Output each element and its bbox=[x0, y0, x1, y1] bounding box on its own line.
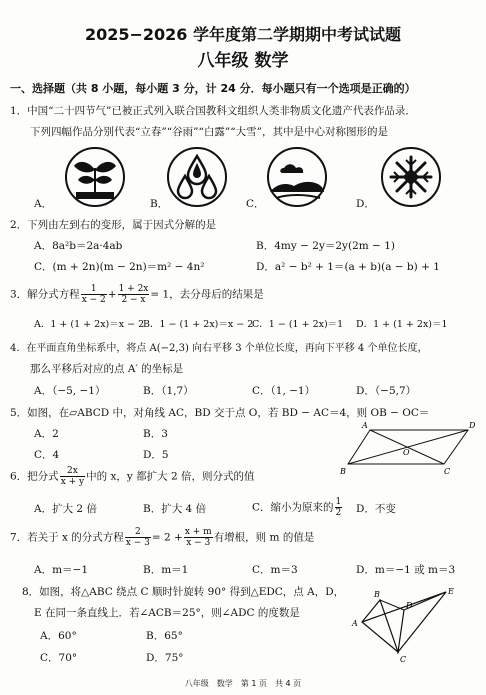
q6-option-a: A．扩大 2 倍 bbox=[34, 503, 97, 515]
q5-label-c: C bbox=[444, 467, 451, 476]
section-heading: 一、选择题（共 8 小题，每小题 3 分，计 24 分．每小题只有一个选项是正确的） bbox=[10, 82, 416, 95]
q5-option-c: C．4 bbox=[34, 449, 60, 461]
guyu-raindrops-icon bbox=[166, 146, 228, 208]
q7-option-d: D．m＝−1 或 m＝3 bbox=[356, 564, 456, 576]
q6-option-c-text: C．缩小为原来的 bbox=[252, 501, 334, 514]
lichun-sprout-icon bbox=[64, 146, 126, 208]
q8-option-b: B．65° bbox=[146, 630, 183, 642]
q5-label-o: O bbox=[403, 448, 410, 457]
q5-stem: 5．如图，在▱ABCD 中，对角线 AC，BD 交于点 O，若 BD − AC＝4，则 OB − OC＝ bbox=[10, 407, 430, 419]
q8-label-e: E bbox=[448, 587, 454, 596]
q6-stem-pre: 6．把分式 bbox=[10, 470, 59, 483]
q7-stem-post: 有增根，则 m 的值是 bbox=[213, 531, 315, 544]
q1-stem-line2: 下列四幅作品分别代表“立春”“谷雨”“白露”“大雪”，其中是中心对称图形的是 bbox=[30, 126, 388, 138]
q8-label-b: B bbox=[374, 590, 380, 599]
q8-stem-line1: 8．如图，将△ABC 绕点 C 顺时针旋转 90° 得到△EDC，点 A，D， bbox=[22, 586, 345, 598]
q8-rotation-figure bbox=[348, 584, 468, 666]
q1-option-a: A． bbox=[34, 198, 53, 210]
q5-label-b: B bbox=[340, 467, 346, 476]
q1-option-c: C． bbox=[246, 198, 265, 210]
q8-stem-line2: E 在同一条直线上．若∠ACB＝25°，则∠ADC 的度数是 bbox=[34, 607, 300, 619]
q7-option-c: C．m＝3 bbox=[252, 564, 298, 576]
q6-option-c-fraction: $\frac{1}{2}$ bbox=[335, 497, 342, 518]
q3-stem bbox=[10, 284, 264, 305]
q6-stem-post: 中的 x，y 都扩大 2 倍，则分式的值 bbox=[86, 470, 255, 483]
q4-option-c: C．（1, −1） bbox=[252, 385, 316, 397]
bailu-dew-icon bbox=[266, 146, 328, 208]
q4-stem-line2: 那么平移后对应的点 A′ 的坐标是 bbox=[30, 363, 184, 375]
q7-option-a: A．m＝−1 bbox=[34, 564, 89, 576]
q5-label-a: A bbox=[362, 421, 368, 430]
q5-label-d: D bbox=[469, 421, 476, 430]
exam-subtitle: 八年级 数学 bbox=[197, 51, 289, 71]
q6-stem bbox=[10, 466, 255, 487]
q1-option-d: D． bbox=[356, 198, 375, 210]
q5-parallelogram-figure bbox=[340, 418, 480, 478]
q2-option-a: A．8a²b＝2a·4ab bbox=[34, 240, 123, 252]
q2-stem: 2．下列由左到右的变形，属于因式分解的是 bbox=[10, 219, 217, 231]
exam-title: 2025−2026 学年度第二学期期中考试试题 bbox=[84, 25, 402, 44]
q7-stem-mid: = 2 + bbox=[151, 531, 183, 544]
q6-option-c bbox=[252, 497, 343, 518]
q1-option-b: B． bbox=[150, 198, 169, 210]
q4-option-b: B．（1,7） bbox=[143, 385, 194, 397]
q3-stem-pre: 3．解分式方程 bbox=[10, 288, 80, 301]
q5-option-a: A．2 bbox=[34, 428, 59, 440]
q3-fraction-1: $\frac{1}{x - 2}$ bbox=[81, 284, 106, 305]
q8-label-d: D bbox=[406, 601, 413, 610]
q3-option-d: D．1 + (1 + 2x)＝1 bbox=[356, 319, 448, 330]
q5-option-b: B．3 bbox=[143, 428, 168, 440]
q7-stem-pre: 7．若关于 x 的分式方程 bbox=[10, 531, 124, 544]
q2-option-c: C．(m + 2n)(m − 2n)＝m² − 4n² bbox=[34, 261, 205, 273]
daxue-snowflake-icon bbox=[380, 146, 442, 208]
q6-option-d: D．不变 bbox=[356, 503, 396, 515]
q4-option-a: A．（−5, −1） bbox=[34, 385, 106, 397]
q6-fraction: $\frac{2x}{x + y}$ bbox=[60, 466, 85, 487]
q7-stem bbox=[10, 527, 314, 548]
q1-stem-line1: 1．中国“二十四节气”已被正式列入联合国教科文组织人类非物质文化遗产代表作品录． bbox=[10, 105, 416, 117]
q4-option-d: D．（−5,7） bbox=[356, 385, 417, 397]
q7-option-b: B．m＝1 bbox=[143, 564, 189, 576]
q3-option-b: B．1 − (1 + 2x)＝x − 2 bbox=[143, 319, 254, 330]
page-footer: 八年级 数学 第 1 页 共 4 页 bbox=[184, 679, 302, 688]
q3-fraction-2: $\frac{1 + 2x}{2 - x}$ bbox=[118, 284, 149, 305]
q3-option-a: A．1 + (1 + 2x)＝x − 2 bbox=[34, 319, 145, 330]
q8-option-c: C．70° bbox=[40, 652, 78, 664]
q8-option-d: D．75° bbox=[146, 652, 184, 664]
q7-fraction-2: $\frac{x + m}{x - 3}$ bbox=[184, 527, 212, 548]
q2-option-d: D．a² − b² + 1＝(a + b)(a − b) + 1 bbox=[256, 261, 440, 273]
q3-option-c: C．1 − (1 + 2x)＝1 bbox=[252, 319, 344, 330]
q3-plus: + bbox=[107, 288, 117, 301]
q7-fraction-1: $\frac{2}{x - 3}$ bbox=[125, 527, 150, 548]
q8-label-c: C bbox=[400, 655, 407, 664]
q5-option-d: D．5 bbox=[143, 449, 169, 461]
q3-stem-post: = 1，去分母后的结果是 bbox=[150, 288, 264, 301]
q8-label-a: A bbox=[352, 619, 358, 628]
q4-stem-line1: 4．在平面直角坐标系中，将点 A(−2,3) 向右平移 3 个单位长度，再向下平移 4 个单位长度， bbox=[10, 343, 428, 354]
q2-option-b: B．4my − 2y＝2y(2m − 1) bbox=[256, 240, 395, 252]
q8-option-a: A．60° bbox=[40, 630, 77, 642]
q6-option-b: B．扩大 4 倍 bbox=[143, 503, 207, 515]
